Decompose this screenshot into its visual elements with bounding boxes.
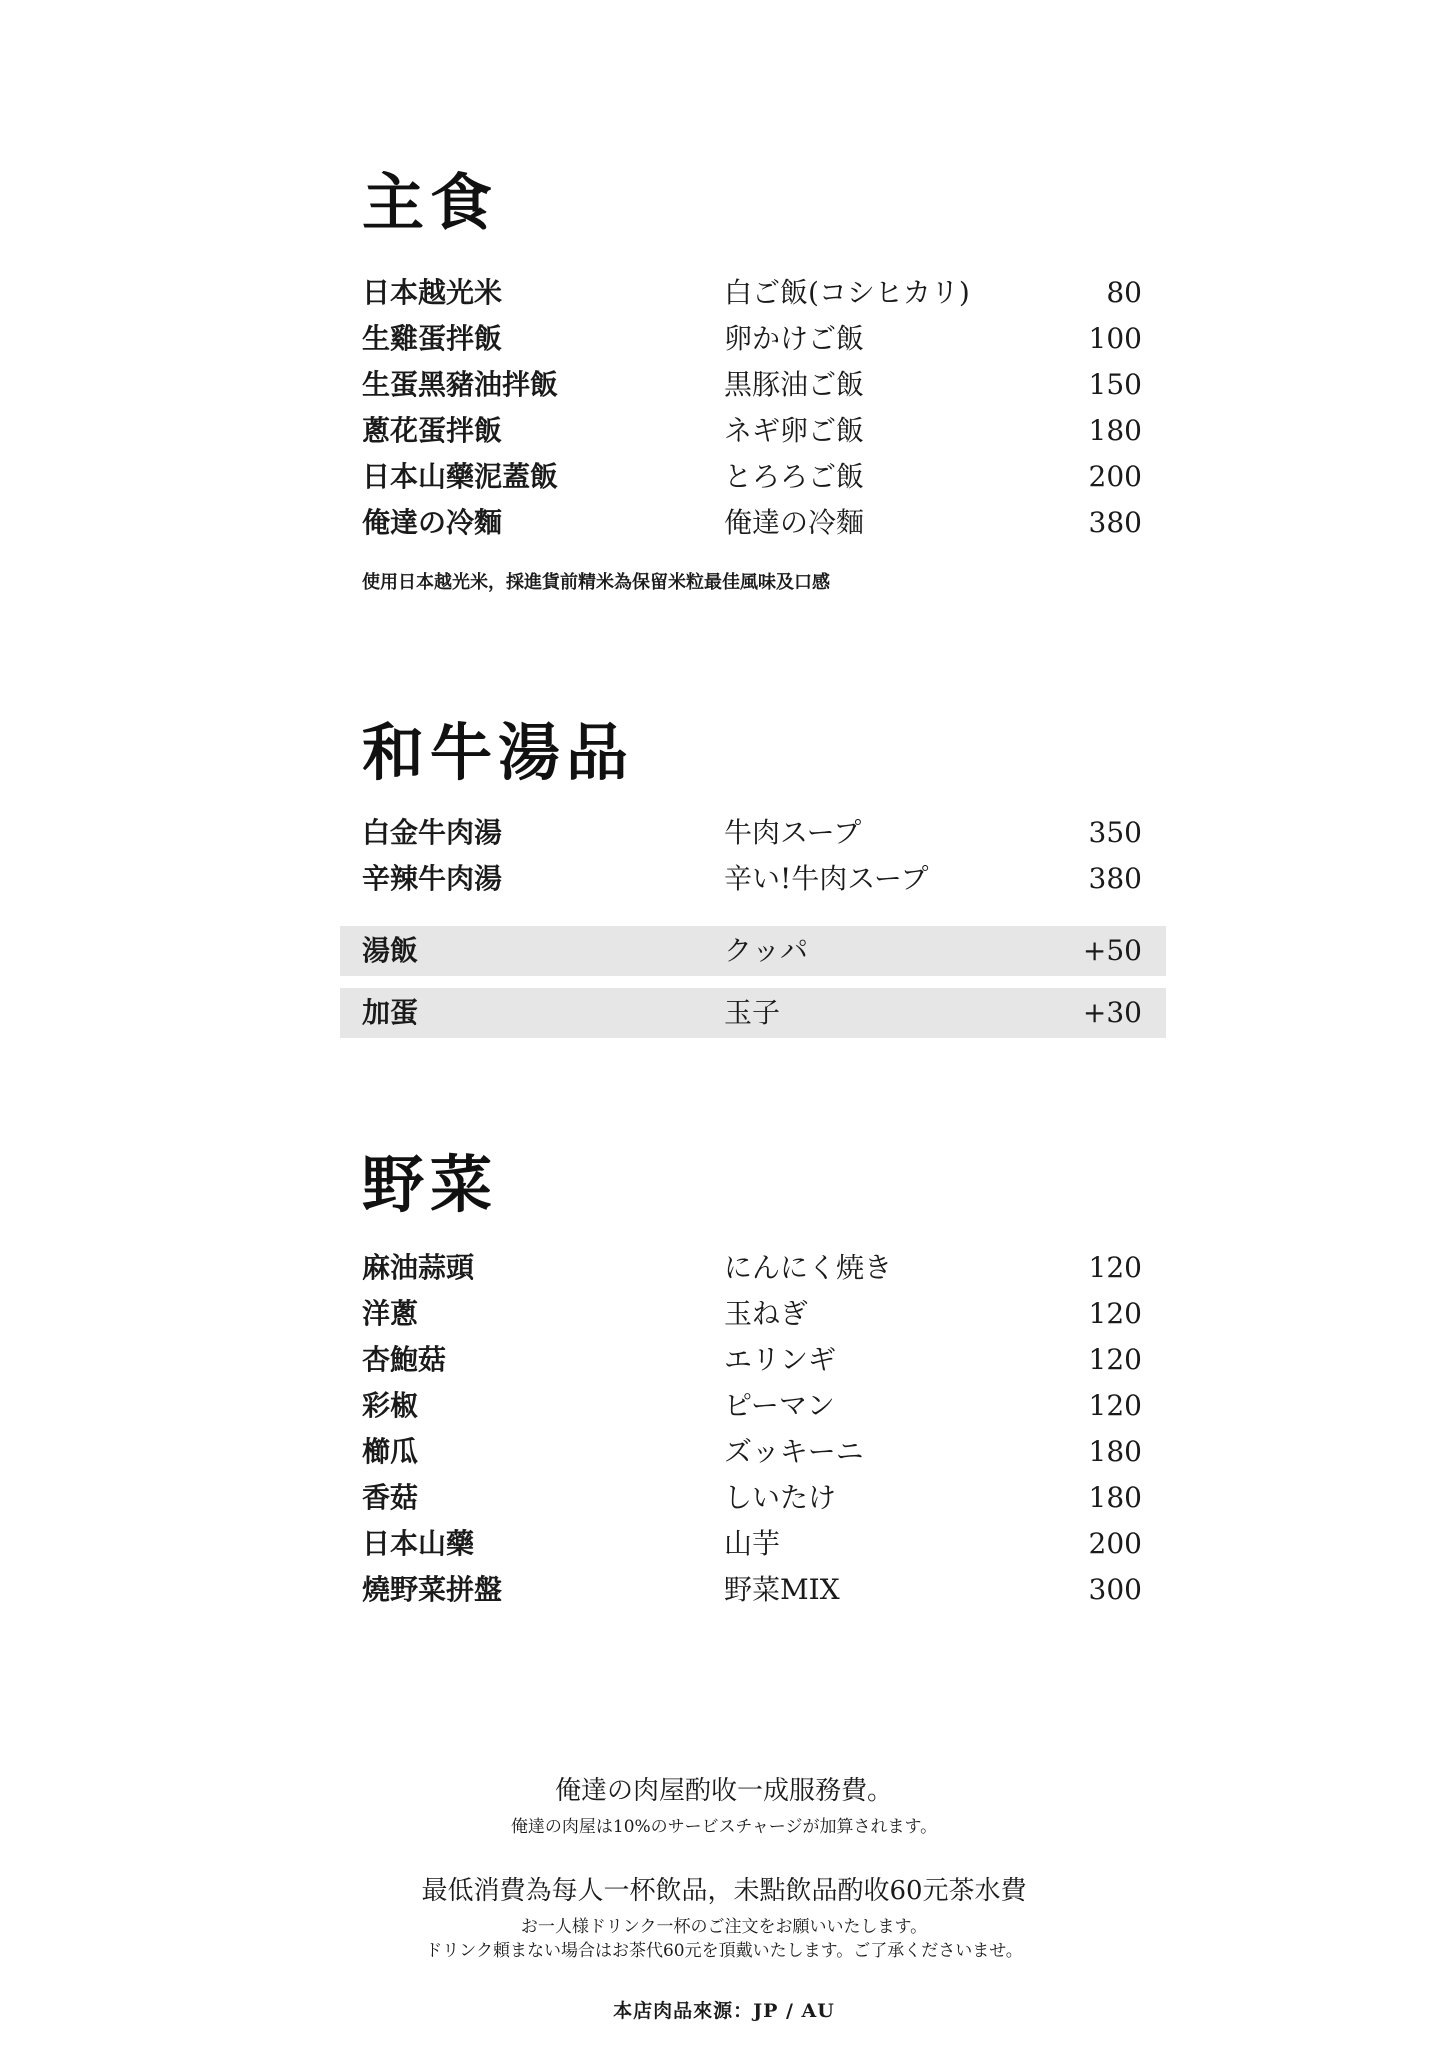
item-name-jp: 野菜MIX — [724, 1573, 840, 1606]
menu-row — [362, 1291, 1142, 1337]
minimum-order-jp-1: お一人様ドリンク一杯のご注文をお願いいたします。 — [520, 1917, 928, 1937]
section-title-staple: 主食 — [362, 166, 499, 239]
item-price: 150 — [1088, 368, 1142, 401]
menu-row — [362, 1337, 1142, 1383]
item-name-jp: ズッキーニ — [724, 1435, 864, 1468]
item-name-zh: 白金牛肉湯 — [362, 816, 503, 849]
menu-row — [362, 856, 1142, 902]
item-name-jp: 牛肉スープ — [724, 816, 862, 849]
item-name-zh: 日本越光米 — [362, 276, 503, 309]
addon-price: +50 — [1082, 934, 1142, 967]
item-name-jp: ピーマン — [724, 1389, 835, 1422]
item-price: 120 — [1088, 1251, 1142, 1284]
menu-row — [362, 500, 1142, 546]
addon-name-zh: 湯飯 — [362, 934, 419, 967]
item-name-zh: 香菇 — [362, 1481, 419, 1514]
item-name-jp: ネギ卵ご飯 — [724, 414, 865, 447]
item-price: 200 — [1088, 460, 1142, 493]
menu-row — [362, 1475, 1142, 1521]
item-name-jp: 白ご飯(コシヒカリ) — [724, 276, 970, 309]
item-name-zh: 洋蔥 — [362, 1297, 419, 1330]
menu-row — [362, 1521, 1142, 1567]
item-name-jp: 俺達の冷麵 — [724, 506, 865, 539]
item-price: 120 — [1088, 1297, 1142, 1330]
item-name-zh: 彩椒 — [362, 1389, 419, 1422]
item-name-zh: 俺達の冷麵 — [362, 506, 503, 539]
item-name-zh: 櫛瓜 — [362, 1435, 419, 1468]
item-price: 380 — [1088, 506, 1142, 539]
item-name-jp: 黒豚油ご飯 — [724, 368, 865, 401]
item-price: 300 — [1088, 1573, 1142, 1606]
service-charge-zh: 俺達の肉屋酌收一成服務費。 — [554, 1776, 893, 1806]
item-price: 80 — [1106, 276, 1142, 309]
item-name-zh: 麻油蒜頭 — [362, 1251, 475, 1284]
menu-row — [362, 316, 1142, 362]
addon-row — [362, 928, 1142, 974]
item-name-zh: 日本山藥泥蓋飯 — [362, 460, 559, 493]
menu-row — [362, 454, 1142, 500]
item-name-jp: とろろご飯 — [724, 460, 865, 493]
addon-price: +30 — [1082, 996, 1142, 1029]
menu-row — [362, 1567, 1142, 1613]
section-title-soup: 和牛湯品 — [362, 716, 635, 789]
menu-row — [362, 270, 1142, 316]
addon-name-zh: 加蛋 — [362, 996, 419, 1029]
item-name-zh: 蔥花蛋拌飯 — [362, 414, 503, 447]
item-price: 100 — [1088, 322, 1142, 355]
staple-note: 使用日本越光米，採進貨前精米為保留米粒最佳風味及口感 — [362, 572, 830, 593]
item-price: 180 — [1088, 1435, 1142, 1468]
addon-name-jp: 玉子 — [724, 996, 781, 1029]
item-price: 200 — [1088, 1527, 1142, 1560]
item-name-zh: 生雞蛋拌飯 — [362, 322, 503, 355]
menu-row — [362, 362, 1142, 408]
menu-row — [362, 1429, 1142, 1475]
menu-row — [362, 1245, 1142, 1291]
section-title-veg: 野菜 — [362, 1148, 499, 1221]
item-name-jp: 辛い!牛肉スープ — [724, 862, 929, 895]
item-name-jp: にんにく焼き — [724, 1251, 893, 1284]
item-name-jp: 玉ねぎ — [724, 1297, 809, 1330]
addon-name-jp: クッパ — [724, 934, 809, 967]
item-name-zh: 辛辣牛肉湯 — [362, 862, 503, 895]
menu-row — [362, 810, 1142, 856]
item-price: 380 — [1088, 862, 1142, 895]
addon-row — [362, 990, 1142, 1036]
meat-origin: 本店肉品來源：JP / AU — [613, 2000, 835, 2022]
item-name-jp: しいたけ — [724, 1481, 837, 1514]
item-name-jp: エリンギ — [724, 1343, 837, 1376]
item-name-jp: 山芋 — [724, 1527, 781, 1560]
item-price: 350 — [1088, 816, 1142, 849]
item-name-zh: 日本山藥 — [362, 1527, 475, 1560]
item-name-zh: 杏鮑菇 — [362, 1343, 447, 1376]
item-name-zh: 生蛋黑豬油拌飯 — [362, 368, 559, 401]
item-price: 120 — [1088, 1389, 1142, 1422]
item-name-zh: 燒野菜拼盤 — [362, 1573, 503, 1606]
service-charge-jp: 俺達の肉屋は10%のサービスチャージが加算されます。 — [510, 1817, 938, 1837]
item-price: 180 — [1088, 1481, 1142, 1514]
minimum-order-zh: 最低消費為每人一杯飲品，未點飲品酌收60元茶水費 — [421, 1876, 1027, 1906]
menu-row — [362, 1383, 1142, 1429]
minimum-order-jp-2: ドリンク頼まない場合はお茶代60元を頂戴いたします。ご了承くださいませ。 — [425, 1941, 1023, 1961]
item-price: 180 — [1088, 414, 1142, 447]
menu-row — [362, 408, 1142, 454]
item-price: 120 — [1088, 1343, 1142, 1376]
item-name-jp: 卵かけご飯 — [724, 322, 865, 355]
